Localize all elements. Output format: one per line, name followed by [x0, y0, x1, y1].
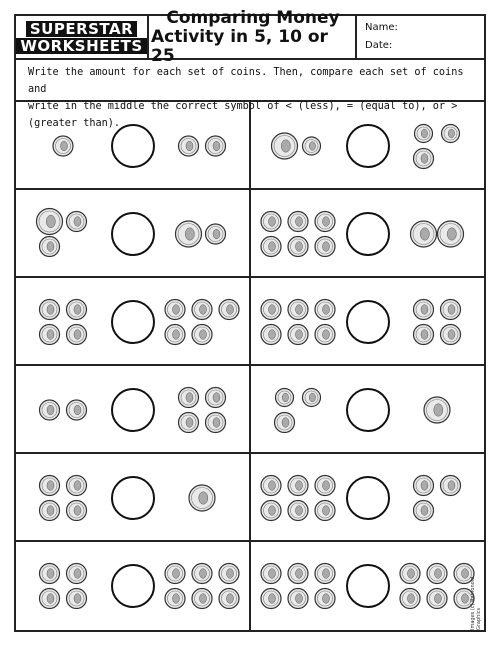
- name-field[interactable]: Name:: [365, 22, 398, 33]
- nickel-coin-icon: [288, 476, 308, 496]
- dime-coin-icon: [415, 125, 433, 143]
- problem-cell: [16, 190, 250, 278]
- answer-circle[interactable]: [346, 300, 390, 344]
- problem-cell: [250, 278, 484, 366]
- problem-cell: [16, 278, 250, 366]
- worksheet: [14, 7, 486, 632]
- date-field[interactable]: Date:: [365, 40, 393, 51]
- nickel-coin-icon: [315, 564, 335, 584]
- nickel-coin-icon: [192, 300, 212, 320]
- nickel-coin-icon: [288, 564, 308, 584]
- nickel-coin-icon: [414, 476, 434, 496]
- nickel-coin-icon: [427, 589, 447, 609]
- nickel-coin-icon: [165, 564, 185, 584]
- nickel-coin-icon: [40, 564, 60, 584]
- nickel-coin-icon: [67, 300, 87, 320]
- dime-coin-icon: [276, 389, 294, 407]
- title-line-1: Comparing Money: [166, 7, 340, 28]
- brand-line-1: SUPERSTAR: [26, 21, 137, 37]
- brand-logo: [16, 16, 149, 58]
- nickel-coin-icon: [67, 476, 87, 496]
- nickel-coin-icon: [67, 589, 87, 609]
- header: [16, 7, 484, 66]
- problem-cell: [16, 542, 250, 630]
- answer-circle[interactable]: [111, 564, 155, 608]
- nickel-coin-icon: [261, 564, 281, 584]
- nickel-coin-icon: [165, 589, 185, 609]
- nickel-coin-icon: [315, 300, 335, 320]
- instructions-line-2: write in the middle the correct symbol of < (less), = (equal to), or > (greater than).: [28, 101, 458, 129]
- answer-circle[interactable]: [346, 212, 390, 256]
- nickel-coin-icon: [165, 300, 185, 320]
- nickel-coin-icon: [441, 325, 461, 345]
- answer-circle[interactable]: [111, 476, 155, 520]
- nickel-coin-icon: [288, 237, 308, 257]
- nickel-coin-icon: [414, 149, 434, 169]
- dime-coin-icon: [303, 389, 321, 407]
- nickel-coin-icon: [288, 501, 308, 521]
- nickel-coin-icon: [315, 212, 335, 232]
- nickel-coin-icon: [67, 400, 87, 420]
- nickel-coin-icon: [179, 388, 199, 408]
- nickel-coin-icon: [219, 300, 239, 320]
- nickel-coin-icon: [414, 300, 434, 320]
- problem-cell: [16, 366, 250, 454]
- nickel-coin-icon: [288, 212, 308, 232]
- dime-coin-icon: [303, 137, 321, 155]
- nickel-coin-icon: [315, 501, 335, 521]
- nickel-coin-icon: [192, 325, 212, 345]
- nickel-coin-icon: [67, 501, 87, 521]
- nickel-coin-icon: [261, 300, 281, 320]
- nickel-coin-icon: [67, 325, 87, 345]
- nickel-coin-icon: [414, 325, 434, 345]
- nickel-coin-icon: [315, 589, 335, 609]
- problem-cell: [250, 454, 484, 542]
- quarter-coin-icon: [272, 133, 298, 159]
- nickel-coin-icon: [206, 413, 226, 433]
- dime-coin-icon: [442, 125, 460, 143]
- nickel-coin-icon: [288, 589, 308, 609]
- quarter-coin-icon: [411, 221, 437, 247]
- nickel-coin-icon: [192, 589, 212, 609]
- quarter-coin-icon: [438, 221, 464, 247]
- nickel-coin-icon: [315, 325, 335, 345]
- quarter-coin-icon: [424, 397, 450, 423]
- brand-line-2: WORKSHEETS: [16, 38, 146, 54]
- nickel-coin-icon: [275, 413, 295, 433]
- answer-circle[interactable]: [346, 476, 390, 520]
- problem-cell: [250, 190, 484, 278]
- answer-circle[interactable]: [111, 124, 155, 168]
- nickel-coin-icon: [414, 501, 434, 521]
- nickel-coin-icon: [400, 564, 420, 584]
- nickel-coin-icon: [40, 589, 60, 609]
- answer-circle[interactable]: [346, 124, 390, 168]
- answer-circle[interactable]: [346, 388, 390, 432]
- nickel-coin-icon: [67, 212, 87, 232]
- instructions-line-1: Write the amount for each set of coins. Then, compare each set of coins and: [28, 67, 464, 95]
- nickel-coin-icon: [427, 564, 447, 584]
- problem-cell: [16, 454, 250, 542]
- nickel-coin-icon: [288, 325, 308, 345]
- nickel-coin-icon: [40, 400, 60, 420]
- problem-cell: [16, 102, 250, 190]
- quarter-coin-icon: [37, 209, 63, 235]
- problem-cell: [250, 366, 484, 454]
- name-date-box: [359, 16, 486, 58]
- nickel-coin-icon: [67, 564, 87, 584]
- nickel-coin-icon: [288, 300, 308, 320]
- nickel-coin-icon: [219, 564, 239, 584]
- nickel-coin-icon: [40, 300, 60, 320]
- nickel-coin-icon: [40, 325, 60, 345]
- nickel-coin-icon: [40, 501, 60, 521]
- instructions: [16, 60, 484, 129]
- nickel-coin-icon: [206, 136, 226, 156]
- problem-grid: [16, 102, 484, 630]
- problem-cell: [250, 542, 484, 630]
- nickel-coin-icon: [40, 237, 60, 257]
- nickel-coin-icon: [261, 589, 281, 609]
- nickel-coin-icon: [219, 589, 239, 609]
- nickel-coin-icon: [261, 237, 281, 257]
- page-title: [151, 7, 357, 66]
- nickel-coin-icon: [165, 325, 185, 345]
- quarter-coin-icon: [176, 221, 202, 247]
- nickel-coin-icon: [441, 300, 461, 320]
- nickel-coin-icon: [261, 476, 281, 496]
- answer-circle[interactable]: [111, 388, 155, 432]
- answer-circle[interactable]: [111, 300, 155, 344]
- nickel-coin-icon: [206, 224, 226, 244]
- image-credit: Images (c) Ramonold Graphics: [470, 576, 482, 630]
- nickel-coin-icon: [261, 501, 281, 521]
- nickel-coin-icon: [40, 476, 60, 496]
- nickel-coin-icon: [315, 476, 335, 496]
- nickel-coin-icon: [192, 564, 212, 584]
- nickel-coin-icon: [53, 136, 73, 156]
- nickel-coin-icon: [315, 237, 335, 257]
- nickel-coin-icon: [206, 388, 226, 408]
- title-line-2: Activity in 5, 10 or 25: [151, 26, 328, 66]
- nickel-coin-icon: [261, 325, 281, 345]
- nickel-coin-icon: [179, 136, 199, 156]
- answer-circle[interactable]: [346, 564, 390, 608]
- nickel-coin-icon: [400, 589, 420, 609]
- nickel-coin-icon: [441, 476, 461, 496]
- quarter-coin-icon: [189, 485, 215, 511]
- nickel-coin-icon: [179, 413, 199, 433]
- nickel-coin-icon: [261, 212, 281, 232]
- answer-circle[interactable]: [111, 212, 155, 256]
- problem-cell: [250, 102, 484, 190]
